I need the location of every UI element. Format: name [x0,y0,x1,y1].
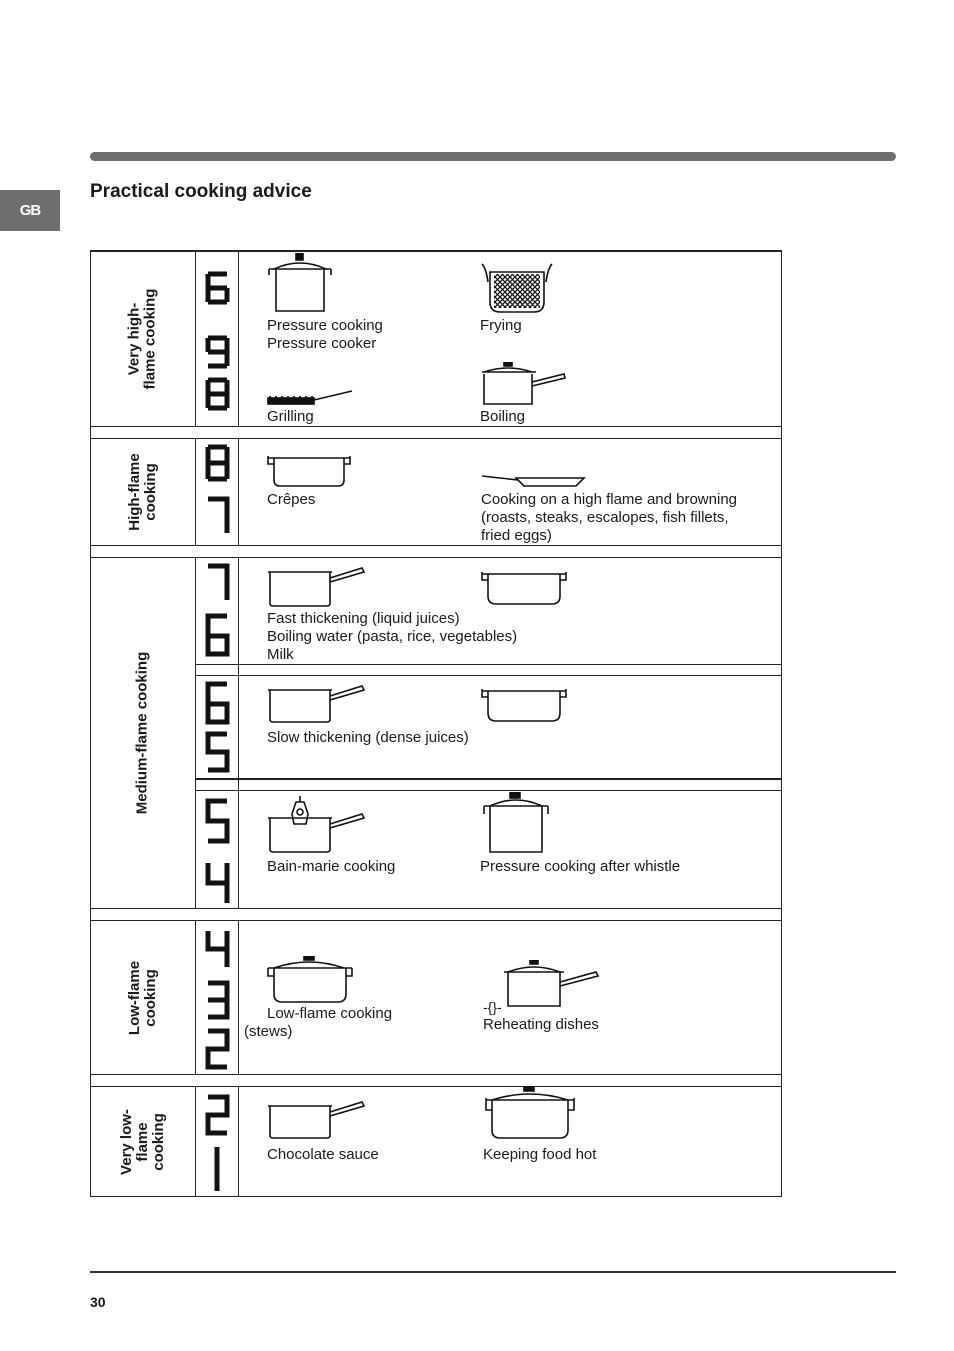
label-browning-1: Cooking on a high flame and browning [481,491,738,508]
bain-marie-icon [266,794,368,856]
label-low-flame-cooking: Low-flame cooking [267,1005,393,1022]
label-fast-thickening: Fast thickening (liquid juices) [267,610,460,627]
frying-basket-icon [480,262,554,316]
pressure-cooker-icon [266,253,336,315]
label-pressure-after-whistle: Pressure cooking after whistle [480,858,681,875]
label-pressure-cooking: Pressure cooking [267,317,383,334]
pressure-cooker-whistle-icon [480,792,552,856]
saucepan-icon [266,566,368,610]
label-keeping-food-hot: Keeping food hot [483,1146,597,1163]
category-low-flame: Low-flame cooking [125,960,159,1035]
stew-pot-icon [480,570,568,608]
label-frying: Frying [480,317,522,334]
flame-level-digits-6-7 [196,558,238,664]
flame-level-digits-5-6 [196,676,238,778]
saucepan-with-lid-icon [480,362,570,408]
page-title: Practical cooking advice [90,181,312,202]
category-very-low-flame: Very low-flame cooking [117,1108,167,1175]
grill-pan-icon [266,388,354,406]
label-milk: Milk [267,646,294,663]
flame-level-digits-1-2 [196,1087,238,1196]
flame-level-digits-2-3-4 [196,921,238,1074]
flame-level-digits-7-8 [196,439,238,545]
saucepan-icon-2 [266,684,368,728]
category-very-high-flame: Very high-flame cooking [125,288,159,390]
covered-pot-icon [266,956,354,1006]
page-number: 30 [90,1294,106,1310]
label-bain-marie: Bain-marie cooking [267,858,396,875]
label-grilling: Grilling [267,408,314,425]
flame-level-digits-4-5 [196,791,238,908]
language-tab[interactable]: GB [0,190,60,231]
covered-saucepan-icon [502,960,602,1010]
label-browning-2: (roasts, steaks, escalopes, fish fillets, [481,509,729,526]
label-chocolate-sauce: Chocolate sauce [267,1146,379,1163]
wide-pan-icon [266,452,352,490]
bottom-rule [90,1271,896,1273]
reheat-mark: -{}- [483,999,502,1015]
flame-level-digits-8-9-9 [196,252,238,426]
label-crepes: Crêpes [267,491,316,508]
category-medium-flame: Medium-flame cooking [133,651,151,815]
frying-pan-icon [480,472,586,488]
label-boiling-water: Boiling water (pasta, rice, vegetables) [267,628,518,645]
category-high-flame: High-flame cooking [125,453,159,531]
stew-pot-icon-2 [480,687,568,725]
label-slow-thickening: Slow thickening (dense juices) [267,729,469,746]
label-pressure-cooker: Pressure cooker [267,335,377,352]
label-boiling: Boiling [480,408,526,425]
label-browning-3: fried eggs) [481,527,552,544]
label-stews: (stews) [244,1023,293,1040]
large-covered-pot-icon [482,1086,578,1142]
label-reheating-dishes: Reheating dishes [483,1016,599,1033]
small-saucepan-icon [266,1100,368,1144]
top-rule [90,152,896,161]
